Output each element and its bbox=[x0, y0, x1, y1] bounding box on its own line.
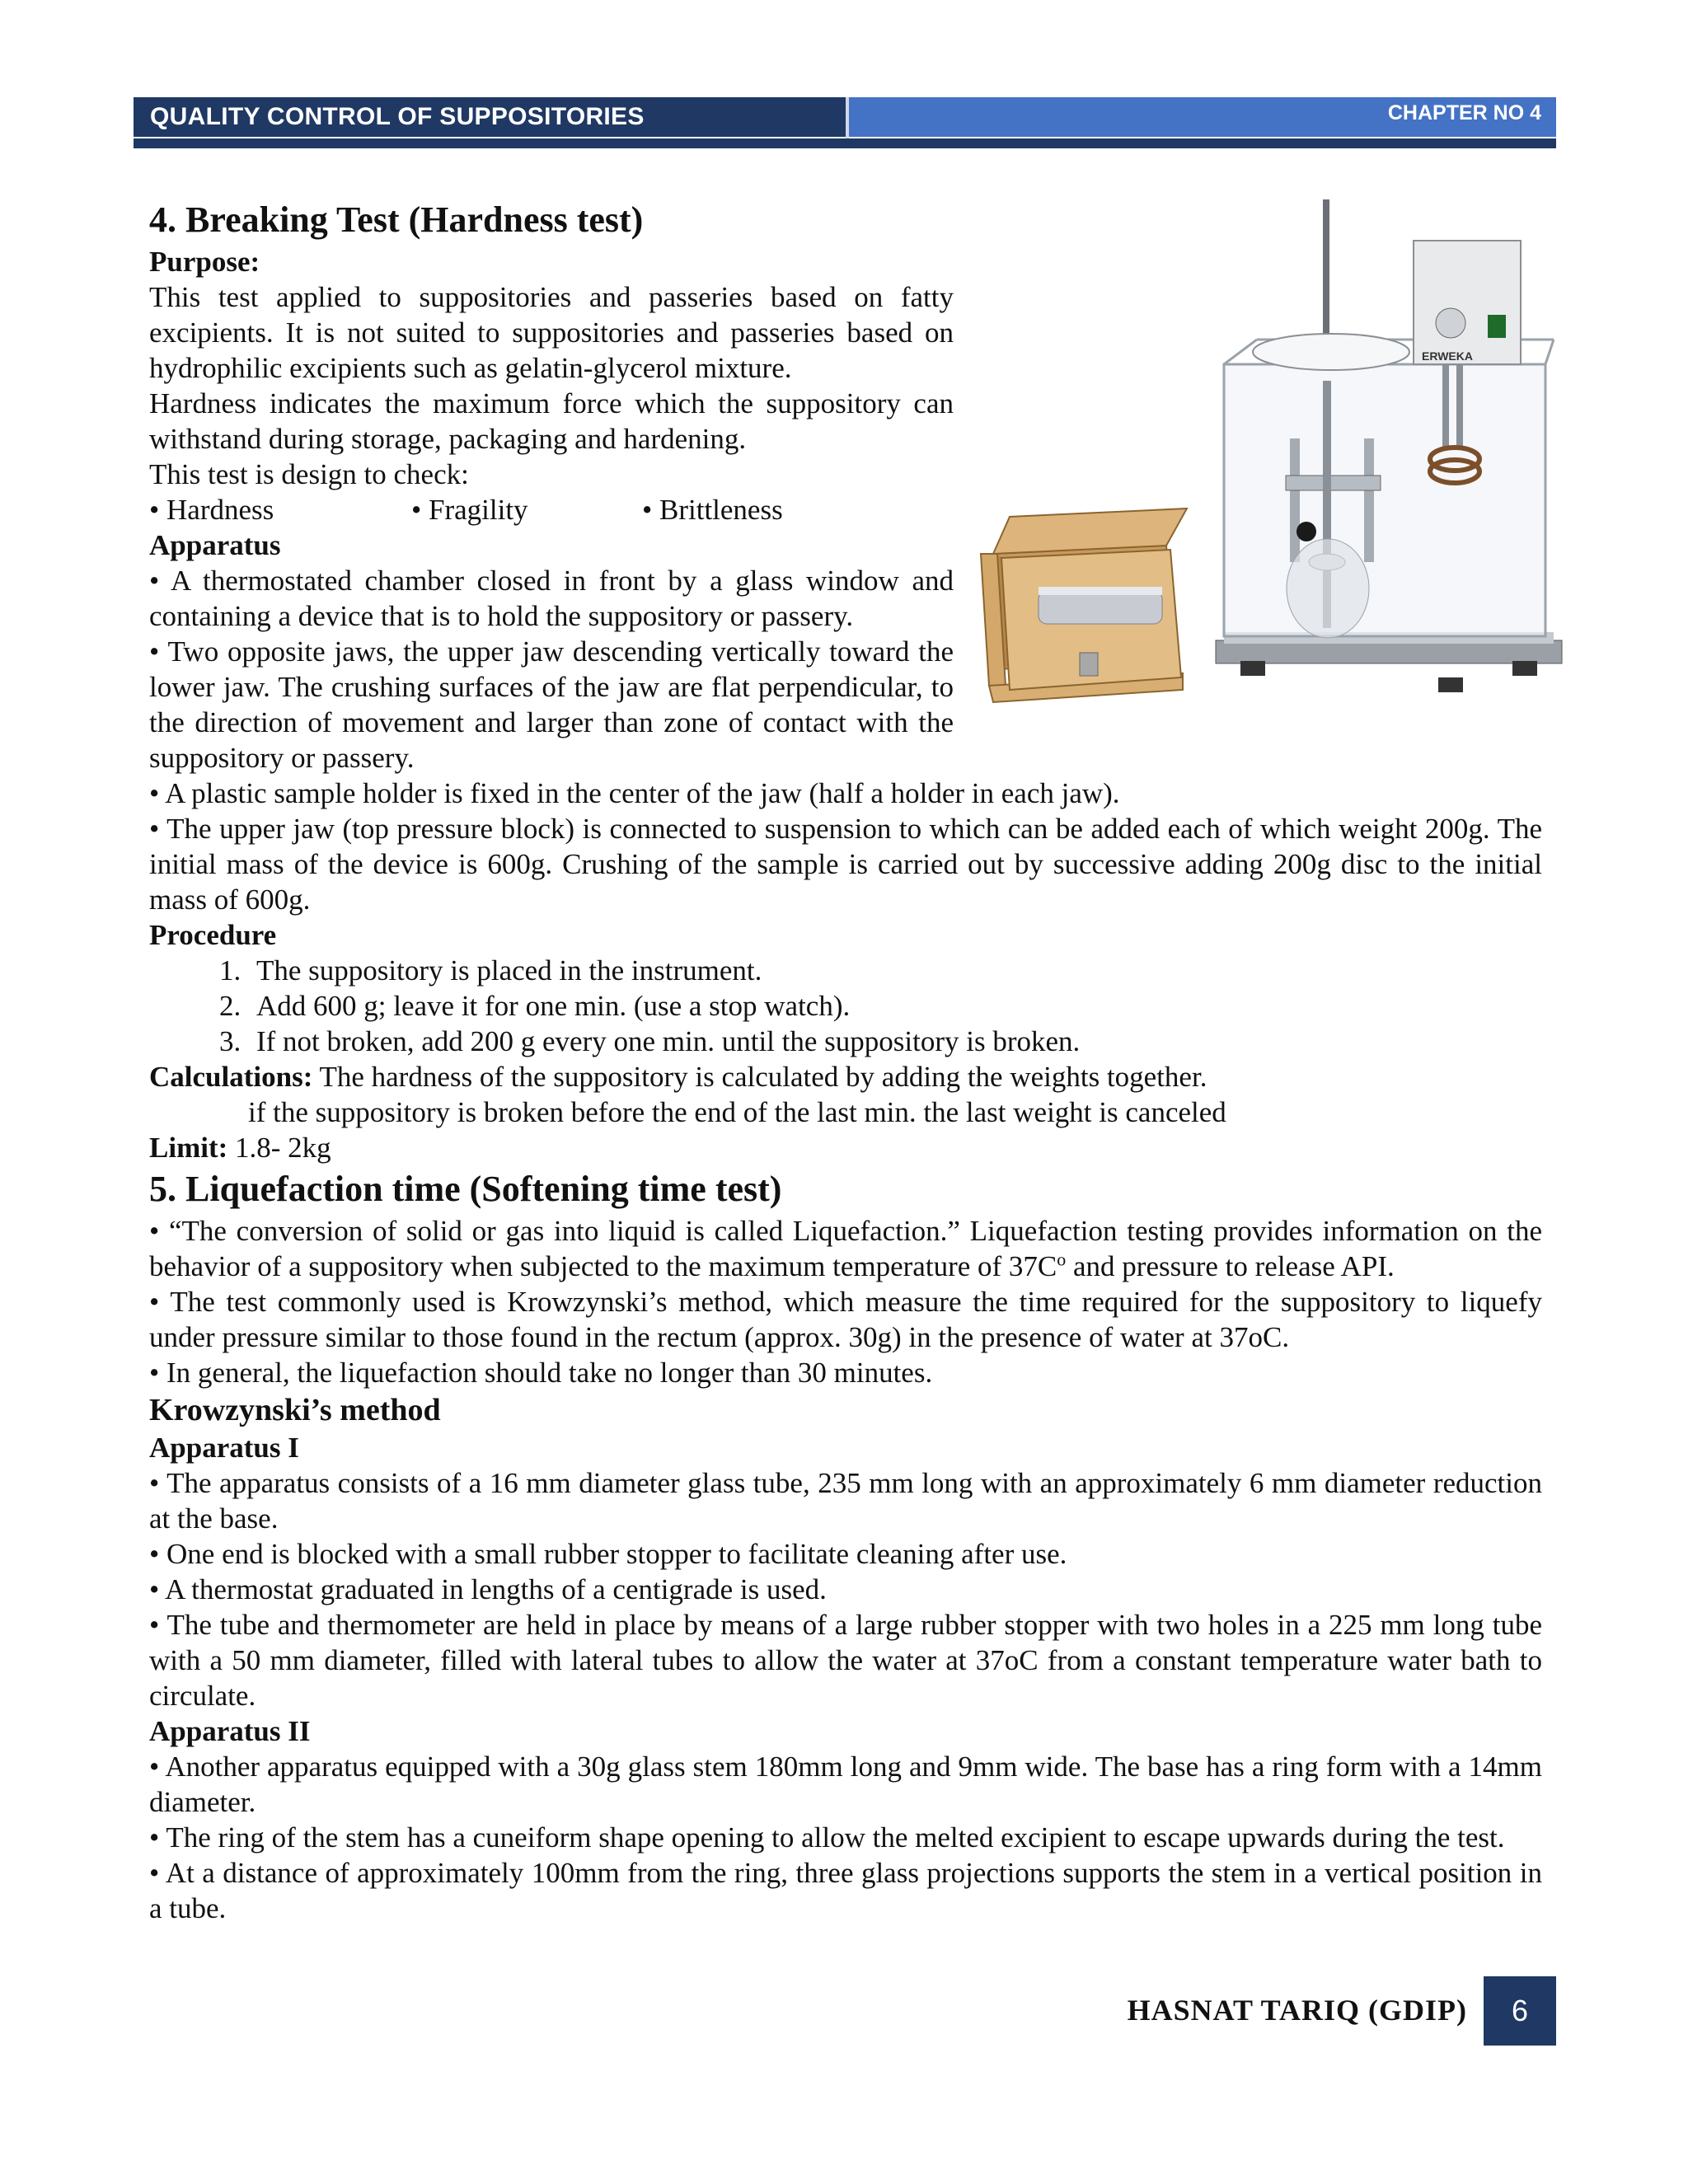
check-item: • Fragility bbox=[411, 494, 528, 526]
apparatus-1-item: • A thermostat graduated in lengths of a centigrade is used. bbox=[149, 1573, 827, 1605]
limit-text: 1.8- 2kg bbox=[227, 1132, 331, 1164]
calculations-label: Calculations: bbox=[149, 1061, 313, 1093]
procedure-step: 2. Add 600 g; leave it for one min. (use a stop watch). bbox=[248, 988, 1542, 1024]
apparatus-item: • The upper jaw (top pressure block) is connected to suspension to which can be added each of which weight 200g. The initial mass of the device is 600g. Crushing of the sample is carried out by successive adding 200g disc to the initial mass of 600g. bbox=[149, 813, 1542, 916]
page-header bbox=[134, 97, 1556, 150]
design-check-intro: This test is design to check: bbox=[149, 458, 469, 490]
method-title: Krowzynski’s method bbox=[149, 1393, 441, 1427]
calculations-text: The hardness of the suppository is calculated by adding the weights together. bbox=[312, 1061, 1207, 1093]
apparatus-2-item: • Another apparatus equipped with a 30g glass stem 180mm long and 9mm wide. The base has a ring form with a 14mm diameter. bbox=[149, 1750, 1542, 1818]
limit-line bbox=[149, 1130, 1542, 1165]
apparatus-1-item: • The apparatus consists of a 16 mm diameter glass tube, 235 mm long with an approximately 6 mm diameter reduction at the base. bbox=[149, 1467, 1542, 1535]
apparatus-2-label: Apparatus II bbox=[149, 1715, 311, 1747]
apparatus-label: Apparatus bbox=[149, 529, 281, 561]
calculations-line bbox=[149, 1059, 1542, 1094]
limit-label: Limit: bbox=[149, 1132, 228, 1164]
device-brand: ERWEKA bbox=[1422, 349, 1473, 363]
check-item: • Hardness bbox=[149, 494, 274, 526]
check-item: • Brittleness bbox=[642, 494, 783, 526]
hardness-paragraph: Hardness indicates the maximum force which the suppository can withstand during storage, packaging and hardening. bbox=[149, 387, 954, 455]
apparatus-item: • A plastic sample holder is fixed in the center of the jaw (half a holder in each jaw). bbox=[149, 777, 1120, 809]
liquefaction-item: • The test commonly used is Krowzynski’s method, which measure the time required for the suppository to liquefy under pressure similar to those found in the rectum (approx. 30g) in the presence of water at 37oC. bbox=[149, 1286, 1542, 1353]
apparatus-item: • A thermostated chamber closed in front by a glass window and containing a device that is to hold the suppository or passery. bbox=[149, 565, 954, 632]
liquefaction-text: • “The conversion of solid or gas into liquid is called Liquefaction.” Liquefaction testing provides information on the behavior of a suppository when subjected to the maximum temperature of 37C bbox=[149, 1215, 1542, 1282]
apparatus-2-item: • The ring of the stem has a cuneiform shape opening to allow the melted excipient to escape upwards during the test. bbox=[149, 1821, 1505, 1854]
section-4-title: 4. Breaking Test (Hardness test) bbox=[149, 199, 644, 240]
header-chapter: CHAPTER NO 4 bbox=[849, 97, 1556, 137]
procedure-steps bbox=[149, 953, 1542, 1059]
apparatus-item: • Two opposite jaws, the upper jaw descending vertically toward the lower jaw. The crushing surfaces of the jaw are flat perpendicular, to the direction of movement and larger than zone of contact with the suppository or passery. bbox=[149, 635, 954, 774]
purpose-label: Purpose: bbox=[149, 246, 260, 278]
apparatus-2-item: • At a distance of approximately 100mm from the ring, three glass projections supports the stem in a vertical position in a tube. bbox=[149, 1857, 1542, 1924]
apparatus-1-label: Apparatus I bbox=[149, 1432, 299, 1464]
header-title: QUALITY CONTROL OF SUPPOSITORIES bbox=[134, 97, 846, 137]
section-5-title: 5. Liquefaction time (Softening time test) bbox=[149, 1169, 782, 1209]
header-rule bbox=[134, 138, 1556, 148]
procedure-step: 1. The suppository is placed in the instrument. bbox=[248, 953, 1542, 988]
liquefaction-item bbox=[149, 1213, 1542, 1284]
check-list bbox=[149, 492, 1542, 527]
procedure-step: 3. If not broken, add 200 g every one min. until the suppository is broken. bbox=[248, 1024, 1542, 1059]
degree-sup: o bbox=[1057, 1249, 1067, 1270]
page-content bbox=[149, 196, 1542, 1926]
purpose-paragraph: This test applied to suppositories and passeries based on fatty excipients. It is not suited to suppositories and passeries based on hydrophilic excipients such as gelatin-glycerol mixture. bbox=[149, 281, 954, 384]
procedure-label: Procedure bbox=[149, 919, 277, 951]
calculations-note: if the suppository is broken before the end of the last min. the last weight is canceled bbox=[248, 1096, 1226, 1128]
liquefaction-item: • In general, the liquefaction should take no longer than 30 minutes. bbox=[149, 1357, 933, 1389]
footer-author: HASNAT TARIQ (GDIP) bbox=[1127, 1994, 1467, 2027]
page-number: 6 bbox=[1484, 1976, 1556, 2046]
apparatus-1-item: • The tube and thermometer are held in place by means of a large rubber stopper with two holes in a 225 mm long tube with a 50 mm diameter, filled with lateral tubes to allow the water at 37oC from a constant temperature water bath to circulate. bbox=[149, 1609, 1542, 1712]
apparatus-1-item: • One end is blocked with a small rubber stopper to facilitate cleaning after use. bbox=[149, 1538, 1067, 1570]
liquefaction-text-end: and pressure to release API. bbox=[1066, 1250, 1395, 1282]
